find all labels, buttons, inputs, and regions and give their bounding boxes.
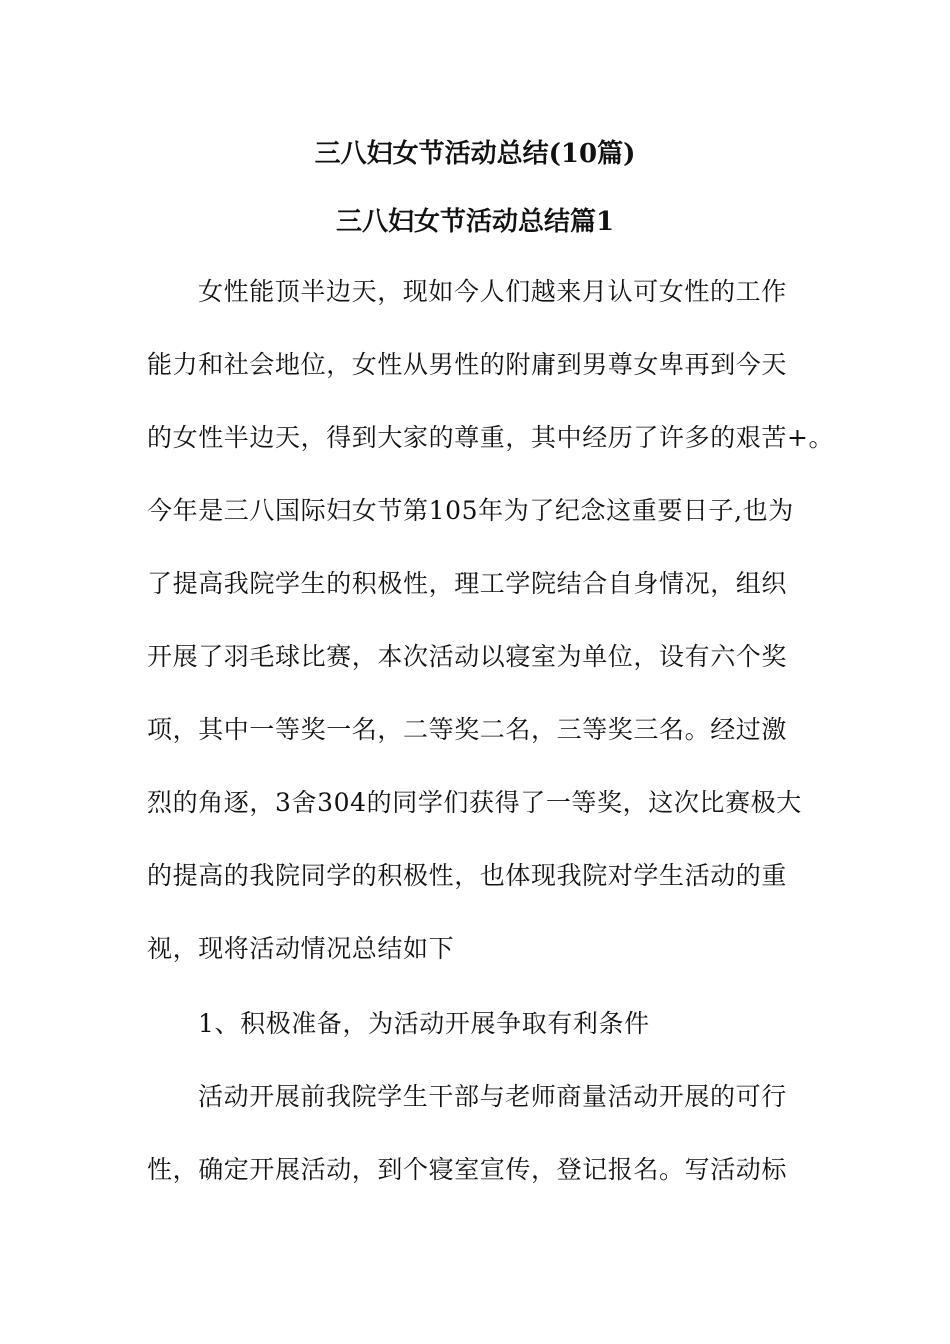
paragraph-line: 项，其中一等奖一名，二等奖二名，三等奖三名。经过激 xyxy=(147,715,788,744)
document-title: 三八妇女节活动总结(10篇) xyxy=(314,139,636,169)
paragraph-line: 今年是三八国际妇女节第105年为了纪念这重要日子,也为 xyxy=(147,496,794,525)
paragraph-line: 烈的角逐，3舍304的同学们获得了一等奖，这次比赛极大 xyxy=(147,788,802,817)
paragraph-line: 开展了羽毛球比赛，本次活动以寝室为单位，设有六个奖 xyxy=(147,642,788,671)
paragraph-line: 的提高的我院同学的积极性，也体现我院对学生活动的重 xyxy=(147,861,788,890)
section-heading: 1、积极准备，为活动开展争取有利条件 xyxy=(198,1009,650,1038)
paragraph-line: 能力和社会地位，女性从男性的附庸到男尊女卑再到今天 xyxy=(147,350,788,379)
paragraph-line: 视，现将活动情况总结如下 xyxy=(147,934,455,963)
paragraph-line: 活动开展前我院学生干部与老师商量活动开展的可行 xyxy=(198,1082,787,1111)
paragraph-line: 性，确定开展活动，到个寝室宣传，登记报名。写活动标 xyxy=(147,1155,788,1184)
paragraph-line: 女性能顶半边天，现如今人们越来月认可女性的工作 xyxy=(198,277,787,306)
paragraph-line: 的女性半边天，得到大家的尊重，其中经历了许多的艰苦+。 xyxy=(147,423,835,452)
document-subtitle: 三八妇女节活动总结篇1 xyxy=(335,207,615,237)
paragraph-line: 了提高我院学生的积极性，理工学院结合自身情况，组织 xyxy=(147,569,788,598)
